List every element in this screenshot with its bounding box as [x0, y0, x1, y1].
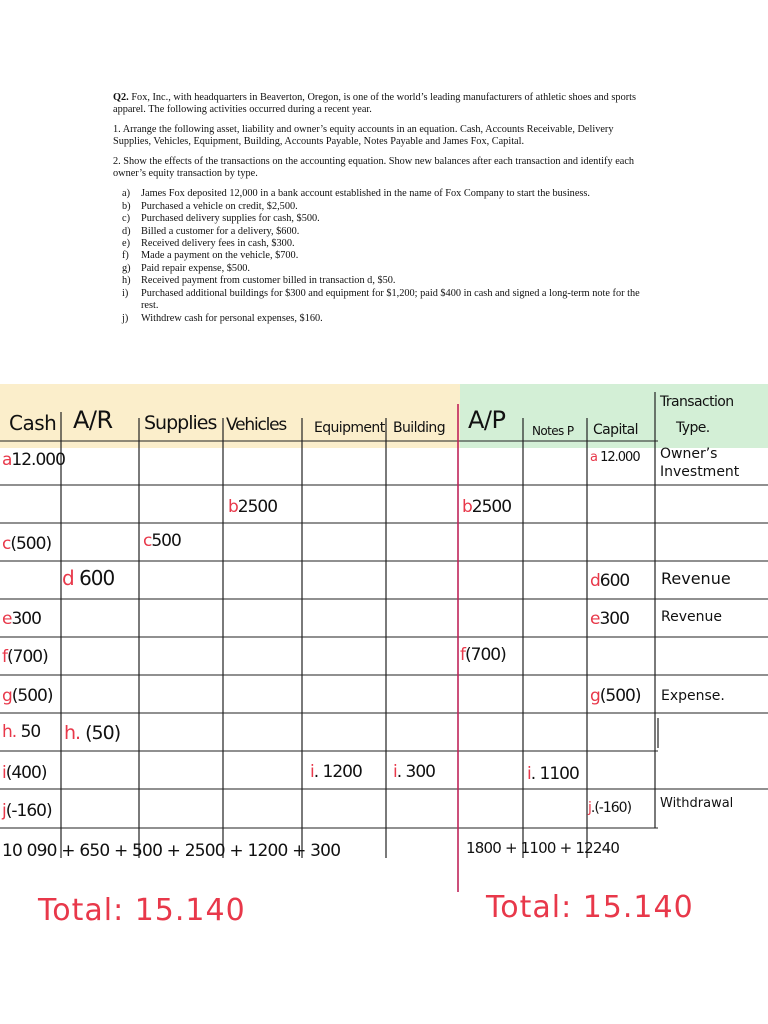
transaction-item: i) Purchased additional buildings for $300 and equipment for $1,200; paid $400 in cash and signed a long-term note for the rest. — [122, 287, 640, 312]
entry-f-ap: f(700) — [460, 645, 506, 665]
instruction-1: 1. Arrange the following asset, liability and owner’s equity accounts in an equation. Cash, Accounts Receivable, Delivery Supplies, Vehicles, Equipment, Building, Accounts Payable, Notes Payable and James Fox, Capital. — [113, 123, 614, 148]
entry-a-capital: a 12.000 — [590, 450, 640, 465]
question-number: Q2. — [113, 92, 129, 103]
assets-total: Total: 15.140 — [38, 893, 246, 928]
entry-i-notes-payable: i. 1100 — [527, 764, 579, 784]
entry-f-cash: f(700) — [2, 647, 48, 667]
type-a-line2: Investment — [660, 464, 740, 480]
header-equipment: Equipment — [314, 420, 385, 436]
header-type: Type. — [676, 420, 710, 436]
header-transaction: Transaction — [660, 394, 734, 410]
entry-c-cash: c(500) — [2, 534, 52, 554]
header-vehicles: Vehicles — [226, 415, 287, 435]
entry-e-cash: e300 — [2, 609, 41, 629]
transaction-item: a) James Fox deposited 12,000 in a bank account established in the name of Fox Company to start the business. — [122, 188, 590, 200]
header-notes-payable: Notes P — [532, 424, 574, 438]
liabilities-equity-sum: 1800 + 1100 + 12240 — [466, 839, 620, 857]
header-capital: Capital — [593, 422, 638, 438]
header-building: Building — [393, 420, 445, 436]
entry-d-capital: d600 — [590, 571, 630, 591]
entry-a-cash: a12.000 — [2, 450, 65, 470]
question-intro: Q2. Fox, Inc., with headquarters in Beaverton, Oregon, is one of the world’s leading manufacturers of athletic shoes and sports apparel. The following activities occurred during a recent year. — [113, 92, 637, 116]
transaction-list — [113, 188, 643, 324]
type-g: Expense. — [661, 688, 725, 704]
entry-g-capital: g(500) — [590, 686, 641, 706]
transaction-item: d) Billed a customer for a delivery, $600. — [122, 225, 300, 237]
transaction-item: h) Received payment from customer billed in transaction d, $50. — [122, 275, 396, 287]
type-e: Revenue — [661, 609, 722, 625]
liabilities-equity-total: Total: 15.140 — [486, 890, 694, 925]
entry-i-equipment: i. 1200 — [310, 762, 362, 782]
entry-g-cash: g(500) — [2, 686, 53, 706]
instruction-2: 2. Show the effects of the transactions on the accounting equation. Show new balances after each transaction and identify each owner’s equity transaction by type. — [113, 155, 635, 180]
entry-e-capital: e300 — [590, 609, 629, 629]
entry-d-ar: d 600 — [62, 566, 115, 590]
assets-sum: 10 090 + 650 + 500 + 2500 + 1200 + 300 — [2, 841, 341, 861]
type-d: Revenue — [661, 569, 731, 588]
entry-h-cash: h. 50 — [2, 722, 41, 742]
transaction-item: g) Paid repair expense, $500. — [122, 262, 250, 274]
entry-i-cash: i(400) — [2, 763, 47, 783]
header-cash: Cash — [9, 411, 57, 435]
entry-b-vehicles: b2500 — [228, 497, 278, 517]
entry-j-cash: j(-160) — [2, 801, 52, 821]
entry-h-ar: h. (50) — [64, 722, 121, 744]
header-accounts-receivable: A/R — [73, 406, 113, 434]
transaction-item: b) Purchased a vehicle on credit, $2,500. — [122, 200, 298, 212]
transaction-item: c) Purchased delivery supplies for cash, $500. — [122, 213, 320, 225]
transaction-item: j) Withdrew cash for personal expenses, $160. — [122, 312, 323, 324]
entry-c-supplies: c500 — [143, 531, 181, 551]
transaction-item: e) Received delivery fees in cash, $300. — [122, 238, 295, 250]
type-j: Withdrawal — [660, 796, 734, 811]
header-accounts-payable: A/P — [468, 406, 506, 434]
header-supplies: Supplies — [144, 412, 217, 434]
entry-j-capital: j.(-160) — [588, 800, 632, 816]
type-a-line1: Owner’s — [660, 446, 718, 462]
entry-b-ap: b2500 — [462, 497, 512, 517]
question-text — [113, 92, 643, 325]
transaction-item: f) Made a payment on the vehicle, $700. — [122, 250, 299, 262]
entry-i-building: i. 300 — [393, 762, 435, 782]
